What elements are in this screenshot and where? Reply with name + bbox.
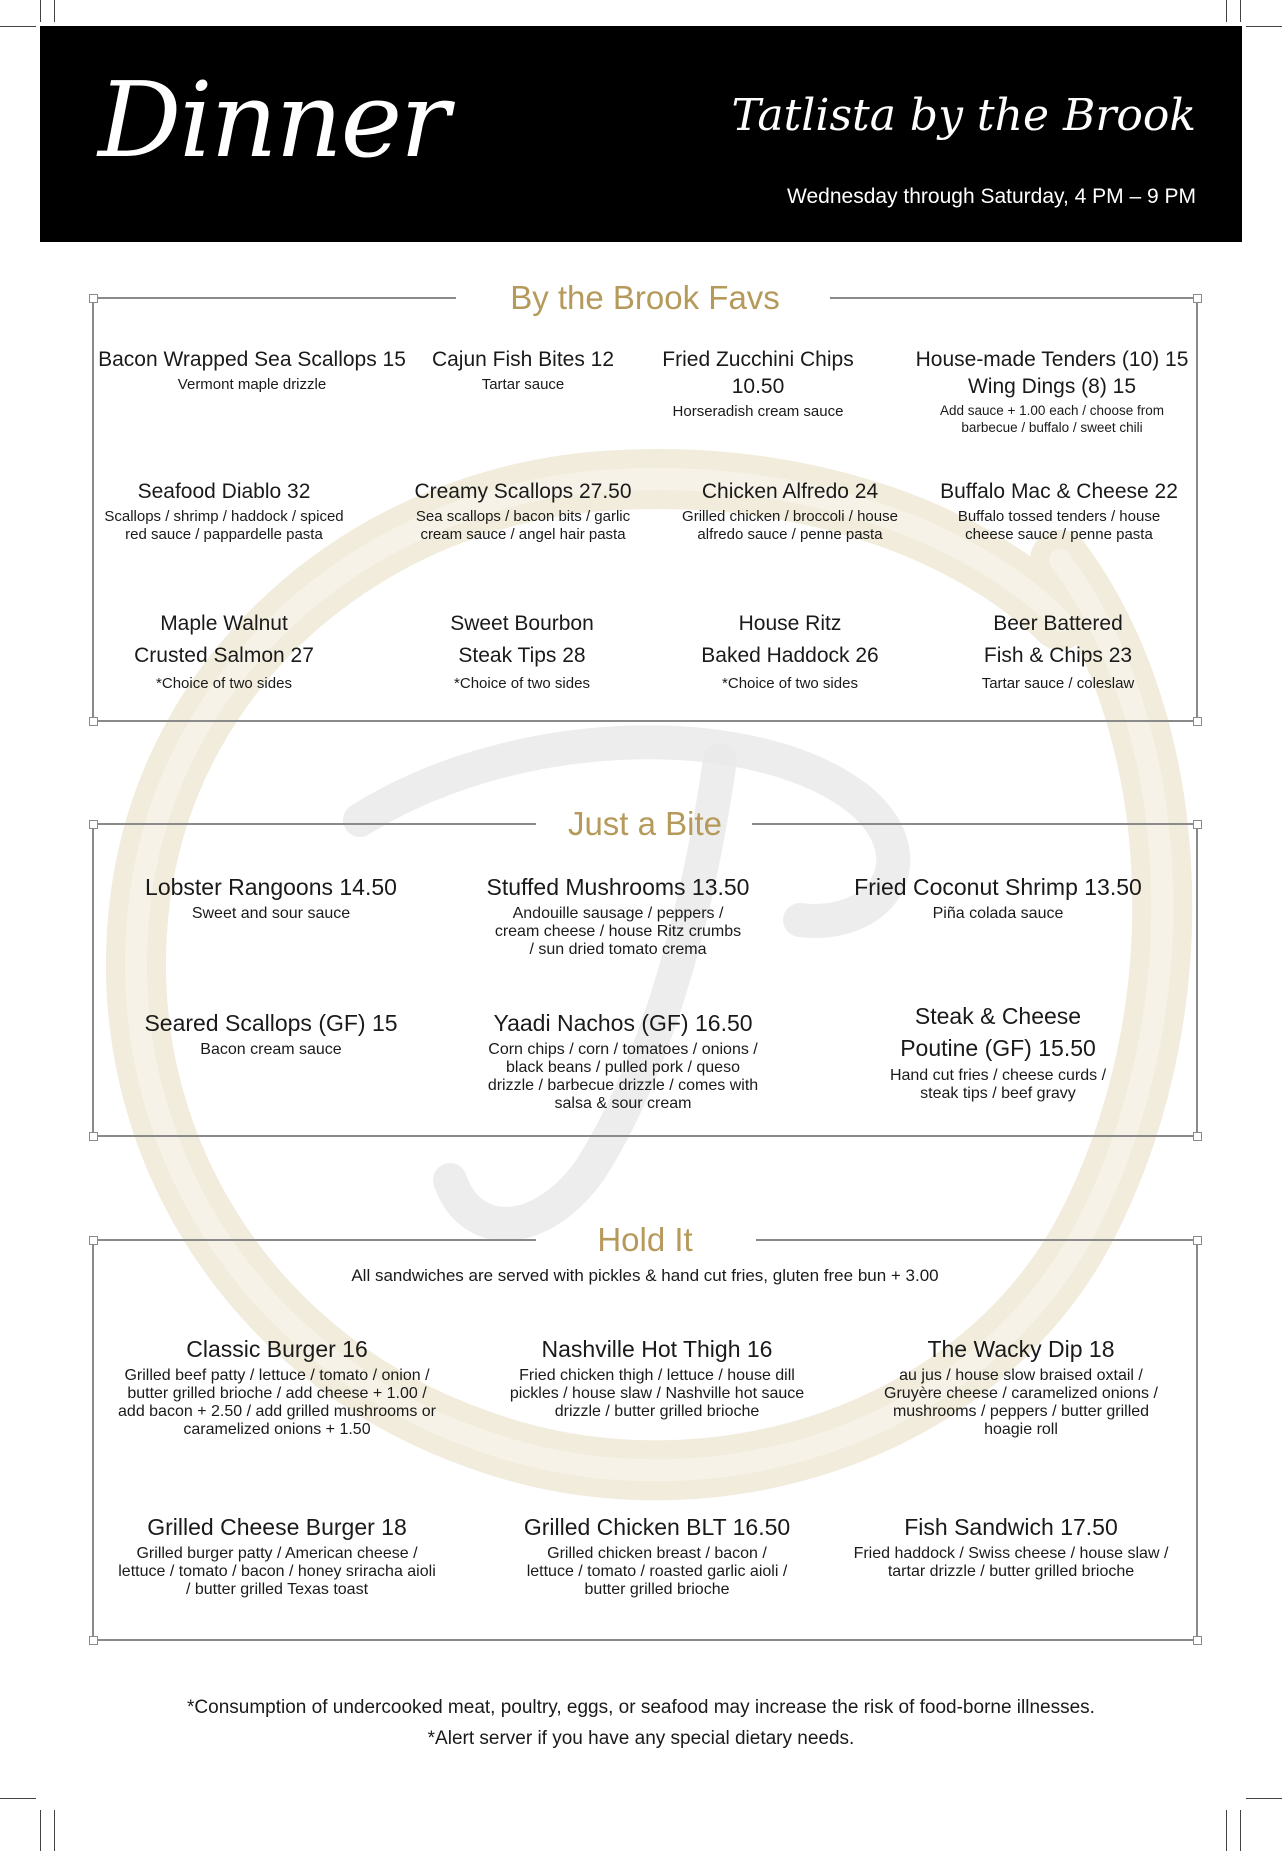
- menu-item: [426, 346, 620, 394]
- crop-mark: [1240, 1810, 1241, 1851]
- item-name: House-made Tenders (10) 15: [915, 348, 1189, 371]
- menu-item: [670, 478, 910, 544]
- divider: [92, 1135, 1198, 1137]
- item-name: The Wacky Dip 18: [927, 1336, 1115, 1362]
- item-name: Wing Dings (8) 15: [967, 375, 1137, 398]
- crop-mark: [1246, 26, 1282, 27]
- item-description: *Choice of two sides: [156, 675, 292, 692]
- item-name: Chicken Alfredo 24: [701, 480, 879, 503]
- item-name: Seafood Diablo 32: [137, 480, 311, 503]
- venue-name: Tatlista by the Brook: [731, 90, 1196, 141]
- menu-item: [838, 1512, 1184, 1581]
- menu-item: [496, 1512, 818, 1599]
- menu-item: [914, 346, 1190, 436]
- item-description: Add sauce + 1.00 each / choose from barbecue / buffalo / sweet chili: [939, 403, 1164, 435]
- item-name: Sweet Bourbon: [450, 612, 594, 635]
- section-hold-it: [92, 1222, 1198, 1642]
- footer-line: *Alert server if you have any special dietary needs.: [427, 1728, 855, 1749]
- menu-item: [114, 1334, 440, 1439]
- menu-item: [880, 1334, 1162, 1439]
- item-description: Grilled chicken breast / bacon / lettuce / tomato / roasted garlic aioli / butter grilled brioche: [526, 1545, 788, 1598]
- crop-mark: [54, 1810, 55, 1851]
- item-name: Seared Scallops (GF) 15: [144, 1010, 398, 1036]
- item-name: Cajun Fish Bites 12: [431, 348, 615, 371]
- item-name: Stuffed Mushrooms 13.50: [486, 874, 750, 900]
- item-name: Nashville Hot Thigh 16: [541, 1336, 773, 1362]
- item-description: Grilled burger patty / American cheese / lettuce / tomato / bacon / honey sriracha aioli / butter grilled Texas toast: [118, 1545, 436, 1598]
- item-description: Fried chicken thigh / lettuce / house dill pickles / house slaw / Nashville hot sauce drizzle / butter grilled brioche: [509, 1367, 805, 1420]
- item-description: Tartar sauce / coleslaw: [981, 675, 1135, 692]
- item-description: Grilled beef patty / lettuce / tomato / onion / butter grilled brioche / add cheese + 1.00 / add bacon + 2.50 / add grilled mushrooms or caramelized onions + 1.50: [118, 1367, 436, 1438]
- menu-item: [680, 608, 900, 693]
- footer-disclaimer: [0, 1692, 1282, 1754]
- item-name: Creamy Scallops 27.50: [414, 480, 632, 503]
- divider: [92, 297, 94, 721]
- footer-line: *Consumption of undercooked meat, poultry, eggs, or seafood may increase the risk of food-borne illnesses.: [187, 1697, 1095, 1718]
- corner-ornament: [1193, 717, 1202, 726]
- item-description: *Choice of two sides: [722, 675, 858, 692]
- corner-ornament: [1193, 1132, 1202, 1141]
- corner-ornament: [89, 1132, 98, 1141]
- divider: [92, 1239, 94, 1640]
- divider: [92, 720, 1198, 722]
- item-name: Lobster Rangoons 14.50: [145, 874, 397, 900]
- divider: [1196, 297, 1198, 721]
- item-description: Bacon cream sauce: [200, 1041, 342, 1058]
- menu-item: [858, 1000, 1138, 1103]
- crop-mark: [0, 26, 36, 27]
- hours-text: Wednesday through Saturday, 4 PM – 9 PM: [787, 185, 1196, 208]
- divider: [92, 823, 94, 1136]
- item-description: Piña colada sauce: [932, 905, 1064, 922]
- item-name: Bacon Wrapped Sea Scallops 15: [98, 348, 406, 371]
- item-description: Andouille sausage / peppers / cream cheese / house Ritz crumbs / sun dried tomato crema: [494, 905, 742, 958]
- item-name: Steak & Cheese: [914, 1003, 1082, 1029]
- menu-item: [958, 608, 1158, 693]
- menu-item: [468, 872, 768, 959]
- corner-ornament: [89, 1636, 98, 1645]
- item-name: Fish & Chips 23: [983, 644, 1133, 667]
- item-name: Maple Walnut: [160, 612, 288, 635]
- item-description: Buffalo tossed tenders / house cheese sauce / penne pasta: [957, 508, 1161, 543]
- section-title: Hold It: [597, 1221, 693, 1258]
- section-title: Just a Bite: [567, 805, 723, 842]
- item-description: Horseradish cream sauce: [672, 403, 844, 420]
- menu-item: [468, 1008, 778, 1113]
- item-description: Grilled chicken / broccoli / house alfredo sauce / penne pasta: [682, 508, 898, 543]
- menu-item: [938, 478, 1180, 544]
- item-name: Steak Tips 28: [458, 644, 586, 667]
- item-description: *Choice of two sides: [454, 675, 590, 692]
- item-description: Tartar sauce: [481, 376, 565, 393]
- divider: [1196, 823, 1198, 1136]
- item-description: Sweet and sour sauce: [191, 905, 351, 922]
- crop-mark: [40, 0, 41, 22]
- divider: [92, 1639, 1198, 1641]
- menu-item: [114, 1512, 440, 1599]
- crop-mark: [1246, 1798, 1282, 1799]
- item-description: Corn chips / corn / tomatoes / onions / black beans / pulled pork / queso drizzle / barbecue drizzle / comes with salsa & sour cream: [487, 1041, 759, 1112]
- crop-mark: [54, 0, 55, 22]
- item-description: au jus / house slow braised oxtail / Gruyère cheese / caramelized onions / mushrooms / peppers / butter grilled hoagie roll: [884, 1367, 1158, 1438]
- menu-item: [112, 872, 430, 923]
- corner-ornament: [89, 717, 98, 726]
- item-description: Sea scallops / bacon bits / garlic cream sauce / angel hair pasta: [415, 508, 631, 543]
- item-description: Hand cut fries / cheese curds / steak tips / beef gravy: [889, 1067, 1107, 1102]
- menu-item: [404, 478, 642, 544]
- item-name: Yaadi Nachos (GF) 16.50: [493, 1010, 753, 1036]
- item-name: Fried Zucchini Chips 10.50: [662, 348, 854, 398]
- menu-item: [422, 608, 622, 693]
- crop-mark: [0, 1798, 36, 1799]
- item-name: Grilled Chicken BLT 16.50: [523, 1514, 791, 1540]
- menu-item: [104, 478, 344, 544]
- item-name: Fried Coconut Shrimp 13.50: [854, 874, 1142, 900]
- menu-item: [96, 346, 408, 394]
- menu-item: [828, 872, 1168, 923]
- menu-item: [638, 346, 878, 421]
- page-title: Dinner: [98, 59, 448, 181]
- corner-ornament: [1193, 1636, 1202, 1645]
- divider: [1196, 1239, 1198, 1640]
- item-name: Baked Haddock 26: [701, 644, 879, 667]
- item-name: Buffalo Mac & Cheese 22: [940, 480, 1178, 503]
- header-banner: [40, 26, 1242, 242]
- menu-item: [496, 1334, 818, 1421]
- item-description: Scallops / shrimp / haddock / spiced red sauce / pappardelle pasta: [104, 508, 344, 543]
- section-note: All sandwiches are served with pickles & hand cut fries, gluten free bun + 3.00: [351, 1266, 939, 1285]
- item-description: Fried haddock / Swiss cheese / house slaw / tartar drizzle / butter grilled brioche: [853, 1545, 1169, 1580]
- crop-mark: [40, 1810, 41, 1851]
- item-name: Grilled Cheese Burger 18: [147, 1514, 407, 1540]
- section-by-the-brook-favs: [92, 280, 1198, 722]
- section-just-a-bite: [92, 806, 1198, 1138]
- item-name: Classic Burger 16: [186, 1336, 368, 1362]
- item-name: House Ritz: [738, 612, 842, 635]
- item-name: Fish Sandwich 17.50: [904, 1514, 1118, 1540]
- crop-mark: [1240, 0, 1241, 22]
- section-title: By the Brook Favs: [510, 279, 780, 316]
- item-name: Crusted Salmon 27: [134, 644, 314, 667]
- item-name: Poutine (GF) 15.50: [900, 1035, 1096, 1061]
- crop-mark: [1226, 0, 1227, 22]
- menu-item: [124, 608, 324, 693]
- item-name: Beer Battered: [993, 612, 1123, 635]
- crop-mark: [1226, 1810, 1227, 1851]
- menu-item: [112, 1008, 430, 1059]
- item-description: Vermont maple drizzle: [177, 376, 327, 393]
